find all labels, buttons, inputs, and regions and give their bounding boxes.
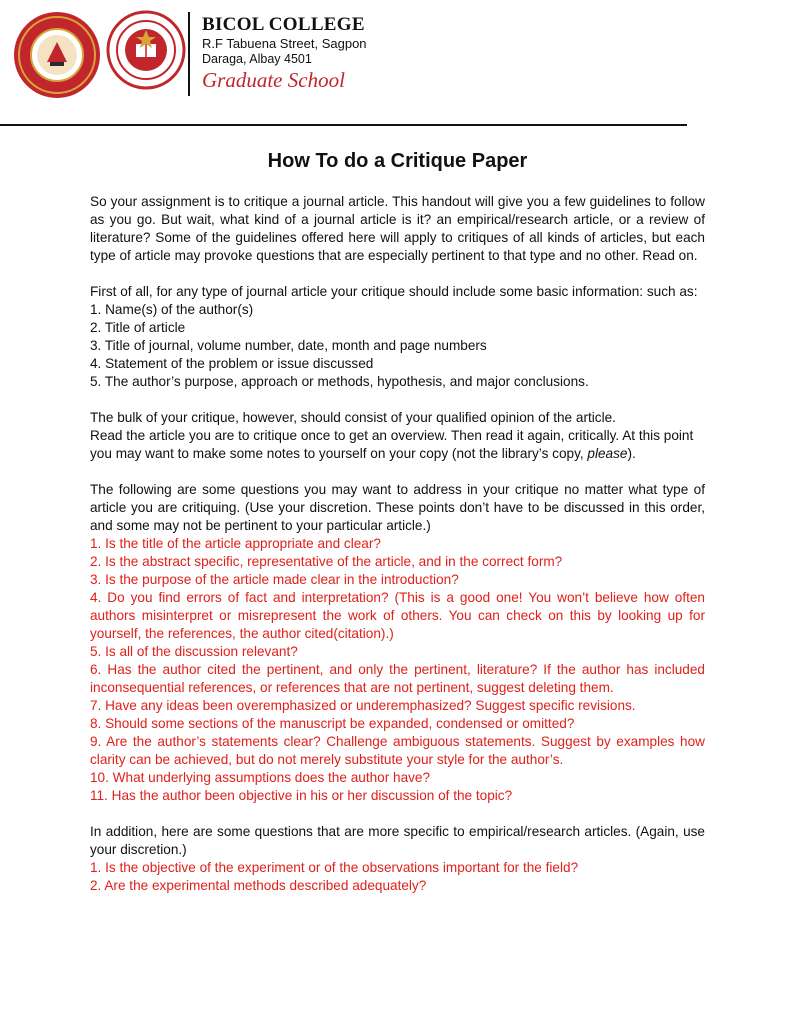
header-rule: [0, 124, 687, 126]
list-item: 6. Has the author cited the pertinent, and only the pertinent, literature? If the author has included inconsequential references, or references that are not pertinent, suggest deleting them.: [90, 662, 705, 695]
please-emphasis: please: [587, 446, 628, 461]
critique-bulk-end: ).: [627, 446, 636, 461]
critique-questions-list: [90, 535, 705, 805]
list-item: 10. What underlying assumptions does the author have?: [90, 770, 431, 785]
list-item: 2. Title of article: [90, 320, 186, 335]
document-body: [90, 193, 705, 895]
intro-paragraph: So your assignment is to critique a journal article. This handout will give you a few guidelines to follow as you go. But wait, what kind of a journal article is it? an empirical/research article, or a review of literature? Some of the guidelines offered here will apply to critiques of all kinds of articles, but each type of article may provoke questions that are especially pertinent to that type and no other. Read on.: [90, 194, 705, 263]
basic-info-intro: First of all, for any type of journal article your critique should include some basic information: such as:: [90, 284, 698, 299]
list-item: 7. Have any ideas been overemphasized or underemphasized? Suggest specific revisions.: [90, 698, 636, 713]
list-item: 1. Name(s) of the author(s): [90, 302, 254, 317]
address-line-1: R.F Tabuena Street, Sagpon: [202, 36, 367, 51]
empirical-intro: In addition, here are some questions that are more specific to empirical/research articles. (Again, use your discretion.): [90, 824, 705, 857]
list-item: 1. Is the objective of the experiment or of the observations important for the field?: [90, 860, 579, 875]
graduate-school-label: Graduate School: [202, 68, 345, 92]
critique-bulk-paragraph: [90, 409, 705, 463]
empirical-questions-list: [90, 859, 705, 895]
list-item: 2. Are the experimental methods described adequately?: [90, 878, 427, 893]
list-item: 3. Is the purpose of the article made clear in the introduction?: [90, 572, 459, 587]
questions-intro: The following are some questions you may want to address in your critique no matter what type of article you are critiquing. (Use your discretion. These points don’t have to be discussed in this order, and some may not be pertinent to your particular article.): [90, 482, 705, 533]
list-item: 5. Is all of the discussion relevant?: [90, 644, 298, 659]
graduate-school-seal-icon: [106, 10, 186, 90]
header-divider: [188, 12, 190, 96]
list-item: 4. Statement of the problem or issue discussed: [90, 356, 374, 371]
list-item: 4. Do you find errors of fact and interpretation? (This is a good one! You won’t believe how often authors misinterpret or misrepresent the work of others. You can check on this by looking up for yourself, the references, the author cited(citation).): [90, 590, 705, 641]
list-item: 5. The author’s purpose, approach or methods, hypothesis, and major conclusions.: [90, 374, 589, 389]
basic-info-list: [90, 301, 705, 391]
address-line-2: Daraga, Albay 4501: [202, 52, 312, 66]
list-item: 8. Should some sections of the manuscript be expanded, condensed or omitted?: [90, 716, 575, 731]
bicol-college-seal-icon: [12, 10, 102, 100]
list-item: 2. Is the abstract specific, representative of the article, and in the correct form?: [90, 554, 563, 569]
list-item: 11. Has the author been objective in his or her discussion of the topic?: [90, 788, 513, 803]
critique-bulk-line1: The bulk of your critique, however, should consist of your qualified opinion of the article.: [90, 410, 616, 425]
document-title: How To do a Critique Paper: [267, 150, 528, 172]
list-item: 9. Are the author’s statements clear? Challenge ambiguous statements. Suggest by examples how clarity can be achieved, but do not merely substitute your style for the author’s.: [90, 734, 705, 767]
college-name: BICOL COLLEGE: [202, 14, 365, 35]
list-item: 1. Is the title of the article appropriate and clear?: [90, 536, 381, 551]
list-item: 3. Title of journal, volume number, date, month and page numbers: [90, 338, 487, 353]
letterhead: [0, 0, 768, 110]
critique-bulk-rest: Read the article you are to critique once to get an overview. Then read it again, critically. At this point you may want to make some notes to yourself on your copy (not the library’s copy,: [90, 428, 694, 461]
